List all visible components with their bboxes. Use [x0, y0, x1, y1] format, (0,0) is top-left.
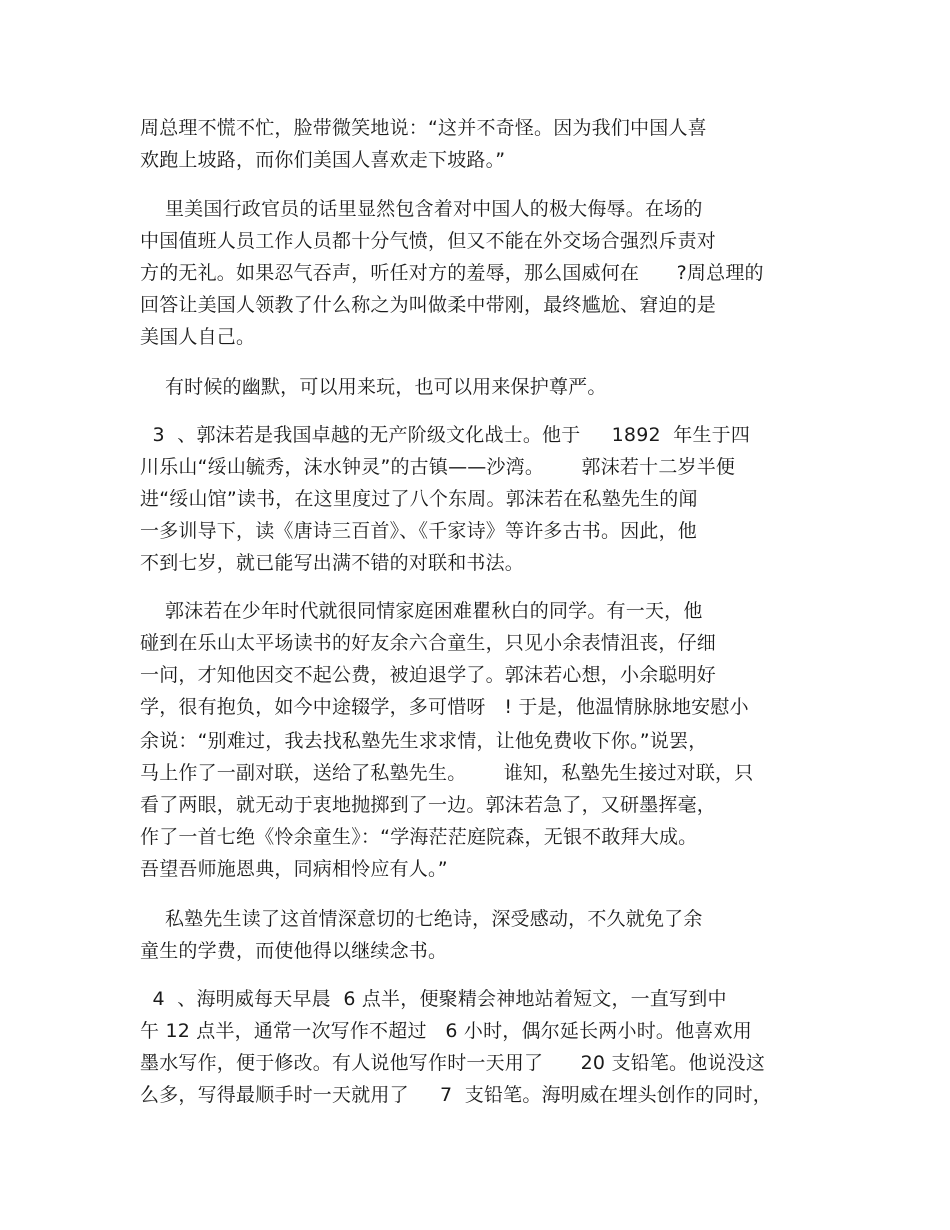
text-line: 里美国行政官员的话里显然包含着对中国人的极大侮辱。在场的 [140, 198, 703, 220]
text-line: 余说：“别难过，我去找私塾先生求求情，让他免费收下你。”说罢， [140, 730, 708, 752]
text-line: 美国人自己。 [140, 326, 256, 348]
text-line: 看了两眼，就无动于衷地抛掷到了一边。郭沫若急了，又研墨挥毫， [140, 794, 717, 816]
text-line: 么多，写得最顺手时一天就用了 7 支铅笔。海明威在埋头创作的同时， [140, 1084, 772, 1106]
text-line: 童生的学费，而使他得以继续念书。 [140, 940, 448, 962]
text-line: 一问，才知他因交不起公费，被迫退学了。郭沫若心想，小余聪明好 [140, 664, 717, 686]
text-line: 学，很有抱负，如今中途辍学，多可惜呀 ! 于是，他温情脉脉地安慰小 [140, 696, 749, 718]
text-line: 进“绥山馆”读书，在这里度过了八个东周。郭沫若在私塾先生的闻 [140, 488, 698, 510]
text-line: 方的无礼。如果忍气吞声，听任对方的羞辱，那么国威何在 ?周总理的 [140, 262, 764, 284]
text-line: 4 、海明威每天早晨 6 点半，便聚精会神地站着短文，一直写到中 [140, 988, 727, 1010]
text-line: 周总理不慌不忙，脸带微笑地说：“这并不奇怪。因为我们中国人喜 [140, 117, 707, 139]
text-line: 一多训导下，读《唐诗三百首》、《千家诗》等许多古书。因此，他 [140, 520, 698, 542]
text-line: 碰到在乐山太平场读书的好友余六合童生，只见小余表情沮丧，仔细 [140, 632, 717, 654]
text-line: 中国值班人员工作人员都十分气愤，但又不能在外交场合强烈斥责对 [140, 230, 717, 252]
text-line: 私塾先生读了这首情深意切的七绝诗，深受感动，不久就免了余 [140, 908, 703, 930]
text-line: 回答让美国人领教了什么称之为叫做柔中带刚，最终尴尬、窘迫的是 [140, 294, 717, 316]
text-line: 吾望吾师施恩典，同病相怜应有人。” [140, 858, 448, 880]
text-line: 有时候的幽默，可以用来玩，也可以用来保护尊严。 [140, 376, 607, 398]
text-line: 午 12 点半，通常一次写作不超过 6 小时，偶尔延长两小时。他喜欢用 [140, 1020, 752, 1042]
text-line: 川乐山“绥山毓秀，沫水钟灵”的古镇——沙湾。 郭沫若十二岁半便 [140, 456, 736, 478]
text-line: 郭沫若在少年时代就很同情家庭困难瞿秋白的同学。有一天，他 [140, 600, 703, 622]
text-line: 欢跑上坡路，而你们美国人喜欢走下坡路。” [140, 149, 506, 171]
text-line: 马上作了一副对联，送给了私塾先生。 谁知，私塾先生接过对联，只 [140, 762, 754, 784]
text-line: 3 、郭沫若是我国卓越的无产阶级文化战士。他于 1892 年生于四 [140, 424, 751, 446]
text-line: 不到七岁，就已能写出满不错的对联和书法。 [140, 552, 525, 574]
text-line: 墨水写作，便于修改。有人说他写作时一天用了 20 支铅笔。他说没这 [140, 1052, 766, 1074]
text-line: 作了一首七绝《怜余童生》：“学海茫茫庭院森，无银不敢拜大成。 [140, 826, 698, 848]
